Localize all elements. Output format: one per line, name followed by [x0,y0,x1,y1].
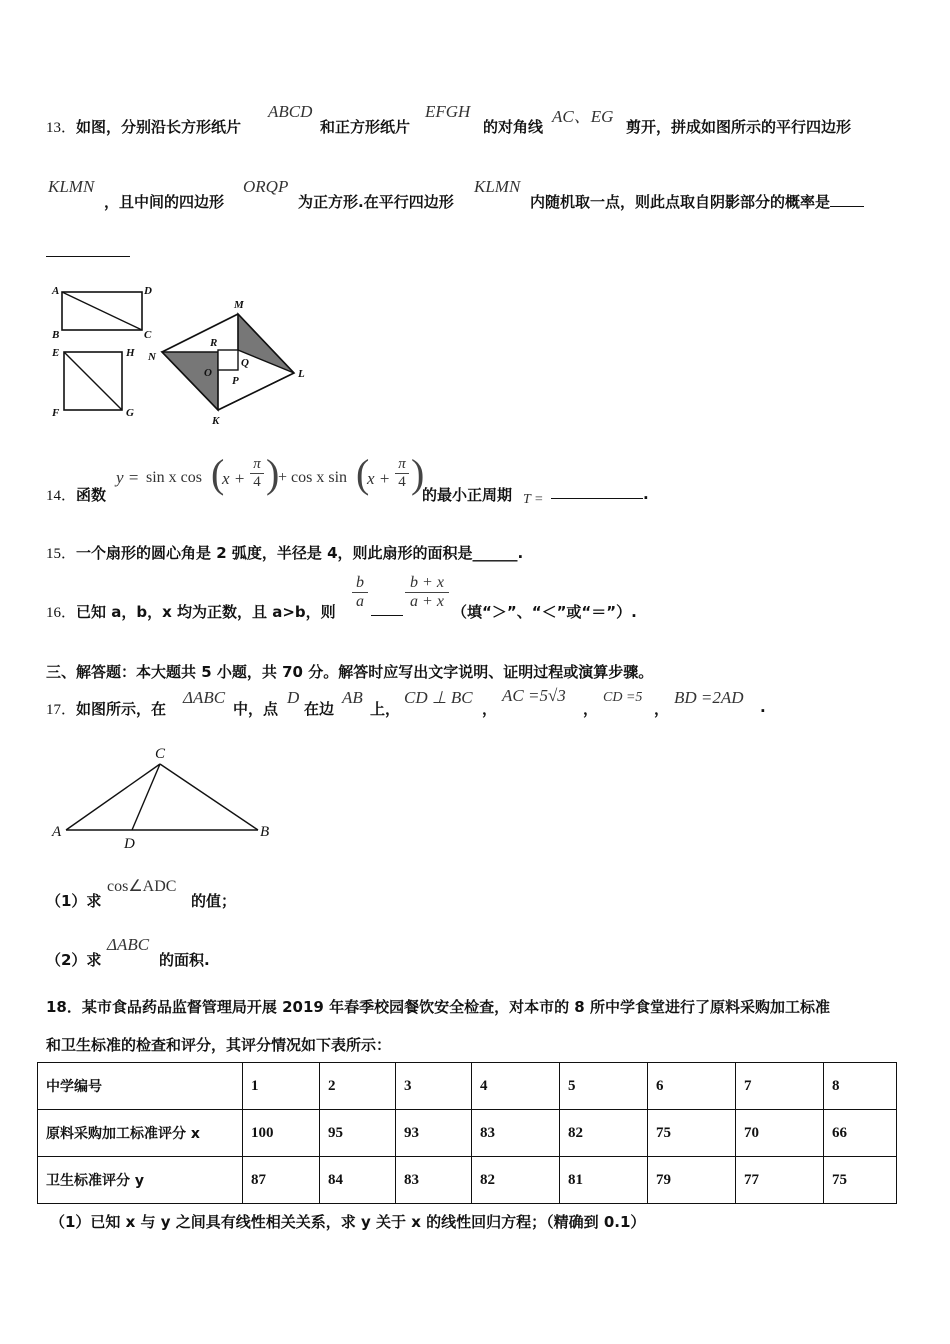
q13-text-6: 为正方形.在平行四边形 [298,193,454,211]
q16-text-1: 已知 a，b，x 均为正数，且 a>b，则 [76,603,336,621]
q14-answer-blank [551,484,643,499]
q18-line2: 和卫生标准的检查和评分，其评分情况如下表所示： [46,1036,392,1054]
table-cell: 8 [824,1063,897,1110]
q13-number: 13． [46,120,77,136]
label-b: B [52,329,60,341]
q13-text-4: 剪开，拼成如图所示的平行四边形 [626,118,852,136]
q18-sub1: （1）已知 x 与 y 之间具有线性相关关系，求 y 关于 x 的线性回归方程；（精确到 0.1） [50,1213,646,1231]
q17-sub1-math: cos∠ADC [107,878,177,895]
q17-comma-3: ， [654,700,670,718]
label-n: N [148,351,156,363]
q17-math-ab: AB [342,688,363,707]
table-cell: 84 [320,1157,396,1204]
q17-math-cd: CD =5 [603,690,643,705]
q17-sub2-b: 的面积. [159,951,210,969]
q16-bx: b + x [410,574,444,591]
section-3-heading: 三、解答题：本大题共 5 小题，共 70 分。解答时应写出文字说明、证明过程或演算步骤。 [46,663,654,681]
table-cell: 79 [648,1157,736,1204]
table-cell: 70 [736,1110,824,1157]
q13-answer-blank-cont [46,242,130,257]
q13-math-orqp: ORQP [243,177,289,196]
q15 [46,542,523,563]
q17-text-1: 如图所示，在 [76,700,167,718]
table-header-row [38,1063,897,1110]
q15-number: 15． [46,546,77,562]
q13-answer-blank [830,192,864,207]
q13-text-1: 如图，分别沿长方形纸片 [76,118,242,136]
label-p: P [232,375,239,387]
q17-text-4: 上， [370,700,401,718]
q14-answer: . [551,484,649,503]
q14-frac-1 [250,456,264,491]
label-l: L [298,368,305,380]
q17-figure [44,740,284,855]
table-cell: 75 [648,1110,736,1157]
table-cell: 82 [472,1157,560,1204]
q14-text-1: 函数 [76,486,107,504]
q17-lead [46,698,166,719]
label-c: C [144,329,152,341]
label-c: C [155,746,166,762]
label-h: H [126,347,135,359]
q17-comma-2: ， [583,700,599,718]
table-cell: 83 [472,1110,560,1157]
q14-number: 14． [46,488,77,504]
table-cell: 3 [396,1063,472,1110]
table-cell: 82 [560,1110,648,1157]
q13-figure [44,280,324,430]
table-cell: 75 [824,1157,897,1204]
table-cell: 100 [243,1110,320,1157]
q16-b: b [356,574,364,591]
q13-math-klmn: KLMN [48,177,95,196]
label-f: F [52,407,60,419]
label-r: R [210,337,218,349]
q15-text: 一个扇形的圆心角是 2 弧度，半径是 4，则此扇形的面积是______. [76,544,524,562]
q14-y-eq: y = [116,468,140,487]
table-cell: 卫生标准评分 y [38,1157,243,1204]
table-cell: 93 [396,1110,472,1157]
q16-ax: a + x [410,593,444,610]
square-efgh [51,347,135,419]
q16-number: 16． [46,605,77,621]
q17-math-perp: CD ⊥ BC [404,688,473,707]
q16-answer-blank [371,601,403,616]
q17-sub2-math: ΔABC [107,935,150,954]
q14-four-1: 4 [253,474,261,490]
q13-text-7 [530,191,864,212]
q14-paren-close-2: ) [411,451,425,496]
q13-text-7-inner: 内随机取一点，则此点取自阴影部分的概率是 [530,193,831,211]
q14-paren-open-1: ( [211,451,225,496]
q14-T-eq: T = [523,492,544,507]
table-cell: 原料采购加工标准评分 x [38,1110,243,1157]
label-g: G [126,407,134,419]
table-cell: 7 [736,1063,824,1110]
q17-sub1-b: 的值； [191,892,237,910]
rectangle-abcd [51,285,152,341]
q13-math-abcd: ABCD [268,102,313,121]
q16-lead [46,601,336,622]
parallelogram-klmn [147,299,305,427]
table-cell: 6 [648,1063,736,1110]
q13-math-klmn-2: KLMN [474,177,521,196]
q17-comma-1: ， [482,700,498,718]
q17-math-bd: BD =2AD [674,688,744,707]
label-d: D [124,836,135,852]
table-row [38,1110,897,1157]
table-cell: 66 [824,1110,897,1157]
q14-text-2: 的最小正周期 [422,486,513,504]
label-o: O [204,367,212,379]
q14-paren-open-2: ( [356,451,370,496]
label-a: A [52,285,60,297]
q16-blank [371,601,403,620]
q17-dot: . [760,698,766,716]
q16-frac-bx-ax [405,574,449,611]
q14-frac-2 [395,456,409,491]
table-cell: 95 [320,1110,396,1157]
q14-pi-2: π [398,456,406,472]
table-cell: 77 [736,1157,824,1204]
table-row [38,1157,897,1204]
q13-text-2: 和正方形纸片 [320,118,411,136]
q14-pi-1: π [253,456,261,472]
label-d: D [144,285,152,297]
q14-plus-cos-sin: + cos x sin [278,469,348,486]
table-cell: 81 [560,1157,648,1204]
q17-math-ac: AC =5√3 [502,686,566,705]
q18-line1: 18．某市食品药品监督管理局开展 2019 年春季校园餐饮安全检查，对本市的 8 所中学食堂进行了原料采购加工标准 [46,998,830,1016]
q14-sinx-cos: sin x cos [146,469,202,486]
table-cell: 2 [320,1063,396,1110]
label-a: A [52,824,62,840]
q14-lead [46,484,106,505]
table-cell: 5 [560,1063,648,1110]
label-e: E [52,347,60,359]
q17-math-tri: ΔABC [183,688,226,707]
q16-a: a [356,593,364,610]
q17-number: 17． [46,702,77,718]
q17-sub2-a: （2）求 [46,951,102,969]
label-b: B [260,824,270,840]
q13-text-3: 的对角线 [483,118,544,136]
label-k: K [212,415,220,427]
q16-text-2: （填“＞”、“＜”或“＝”）. [452,603,637,621]
q17-sub1-a: （1）求 [46,892,102,910]
q17-text-2: 中，点 [233,700,279,718]
score-table [37,1062,897,1204]
q16-frac-b-a [352,574,368,611]
q13-text-5: ，且中间的四边形 [104,193,225,211]
table-cell: 1 [243,1063,320,1110]
q14-paren-close-1: ) [266,451,280,496]
q14-x-plus-2: x + [367,469,391,488]
q17-text-3: 在边 [304,700,335,718]
q13-line1 [46,116,241,137]
q13-math-efgh: EFGH [425,102,471,121]
table-cell: 中学编号 [38,1063,243,1110]
label-q: Q [241,357,249,369]
q13-math-ac-eg: AC、EG [552,107,614,126]
q17-math-d: D [287,688,300,707]
table-cell: 83 [396,1157,472,1204]
table-cell: 87 [243,1157,320,1204]
q14-x-plus-1: x + [222,469,246,488]
table-cell: 4 [472,1063,560,1110]
q14-four-2: 4 [398,474,406,490]
label-m: M [234,299,244,311]
